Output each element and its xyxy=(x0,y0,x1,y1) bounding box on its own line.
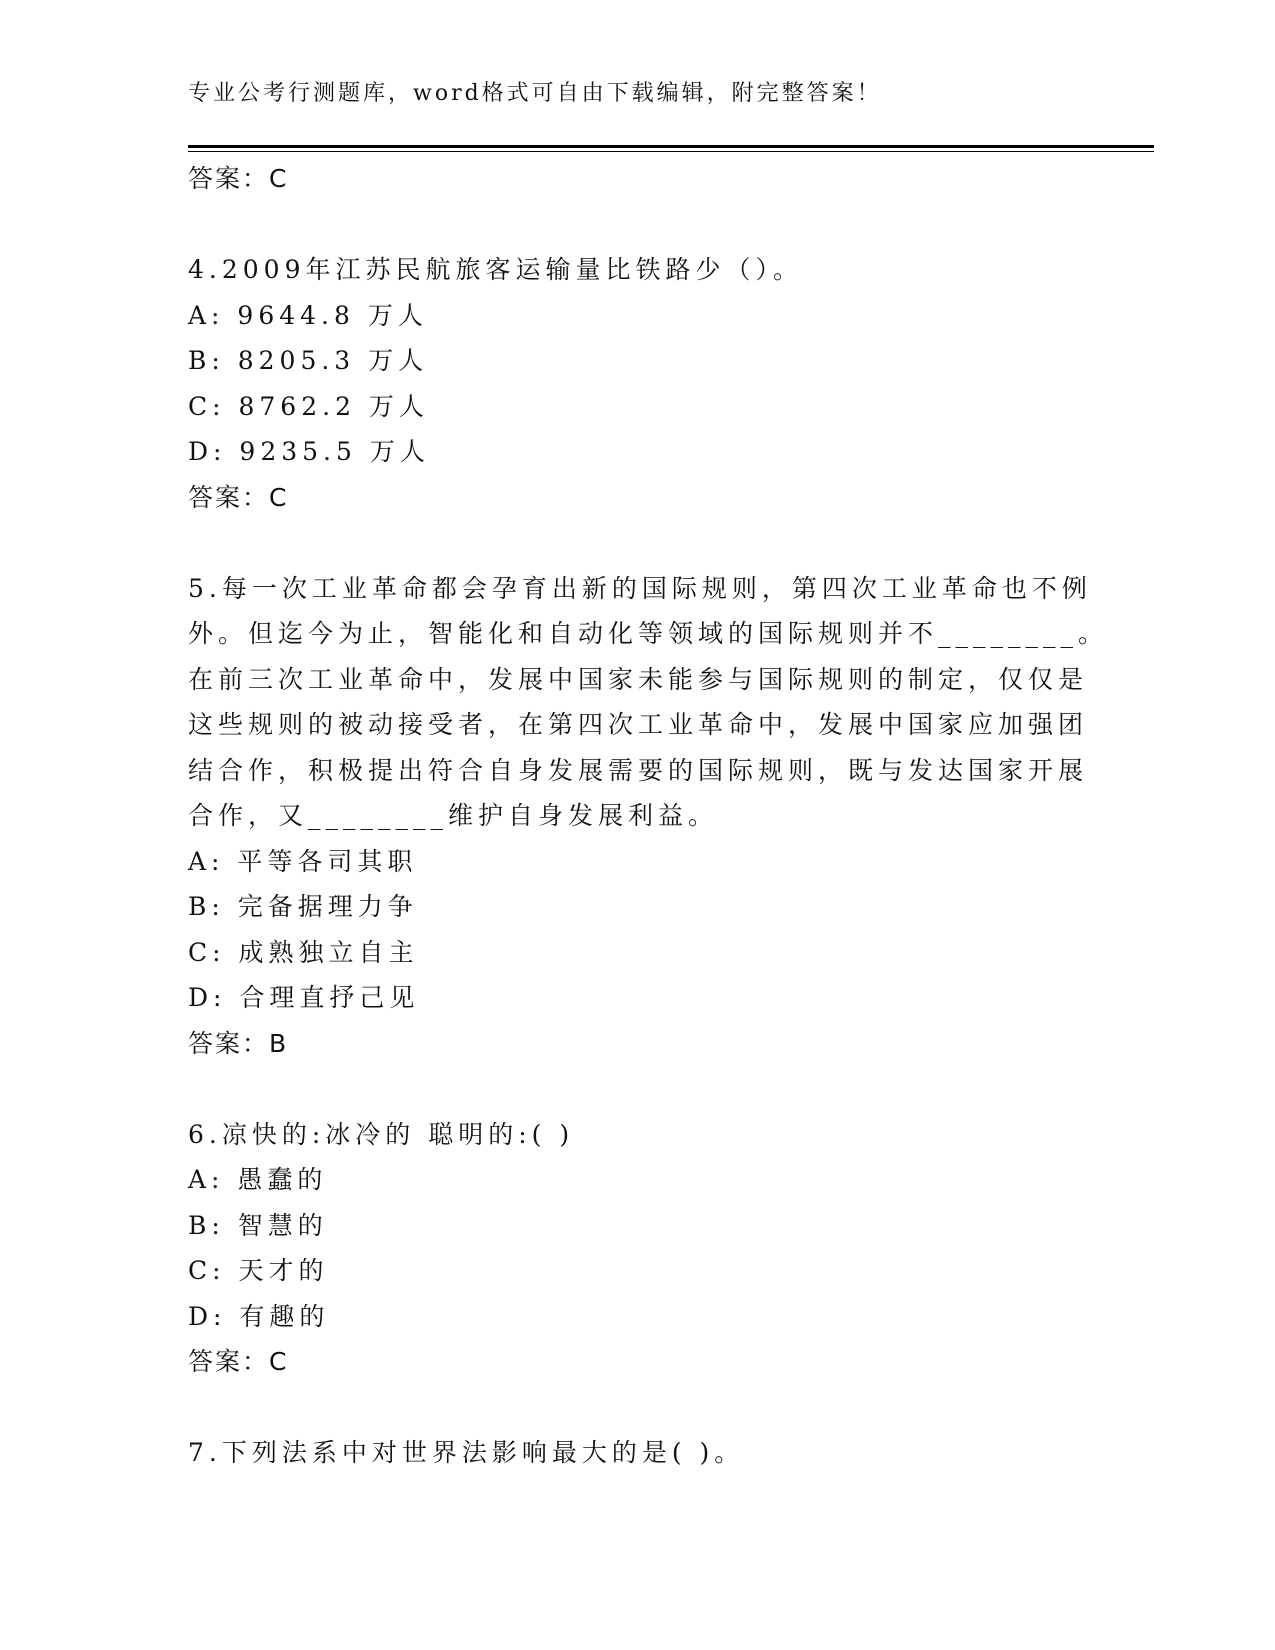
option-d: D: 合理直抒己见 xyxy=(188,983,420,1012)
option-c: C: 成熟独立自主 xyxy=(188,937,419,967)
question-6 xyxy=(188,1112,1088,1385)
question-7 xyxy=(188,1430,1088,1476)
option-d: D: 有趣的 xyxy=(188,1301,330,1331)
question-stem: 7.下列法系中对世界法影响最大的是( )。 xyxy=(188,1438,745,1467)
option-a: A: 愚蠢的 xyxy=(188,1165,328,1194)
question-content xyxy=(188,156,1109,1476)
question-stem-line: 结合作，积极提出符合自身发展需要的国际规则，既与发达国家开展 xyxy=(188,755,1089,785)
previous-answer: 答案：C xyxy=(188,164,289,193)
question-stem-line: 合作，又________维护自身发展利益。 xyxy=(188,801,719,830)
question-stem-line: 这些规则的被动接受者，在第四次工业革命中，发展中国家应加强团 xyxy=(188,710,1089,739)
option-d: D: 9235.5 万人 xyxy=(188,437,430,466)
answer: 答案：B xyxy=(188,1028,289,1058)
header-rule-thin xyxy=(188,151,1154,152)
question-stem: 4.2009年江苏民航旅客运输量比铁路少（）。 xyxy=(188,255,803,284)
question-stem-line: 5.每一次工业革命都会孕育出新的国际规则，第四次工业革命也不例 xyxy=(188,573,1092,603)
question-stem-line: 在前三次工业革命中，发展中国家未能参与国际规则的制定，仅仅是 xyxy=(188,664,1089,694)
question-stem-line: 外。但迄今为止，智能化和自动化等领域的国际规则并不________。 xyxy=(188,619,1109,648)
page-header-text: 专业公考行测题库，word格式可自由下载编辑，附完整答案！ xyxy=(188,81,882,106)
option-b: B: 8205.3 万人 xyxy=(188,346,429,375)
option-c: C: 8762.2 万人 xyxy=(188,391,429,421)
option-a: A: 平等各司其职 xyxy=(188,846,418,876)
option-c: C: 天才的 xyxy=(188,1256,329,1285)
answer: 答案：C xyxy=(188,1347,289,1376)
answer: 答案：C xyxy=(188,482,289,512)
question-stem: 6.凉快的:冰冷的 聪明的:( ) xyxy=(188,1119,575,1149)
option-a: A: 9644.8 万人 xyxy=(188,300,428,330)
question-4 xyxy=(188,247,1088,520)
question-5 xyxy=(188,566,1109,1067)
header-rule-thick xyxy=(188,145,1154,148)
option-b: B: 完备据理力争 xyxy=(188,892,418,921)
option-b: B: 智慧的 xyxy=(188,1210,328,1240)
